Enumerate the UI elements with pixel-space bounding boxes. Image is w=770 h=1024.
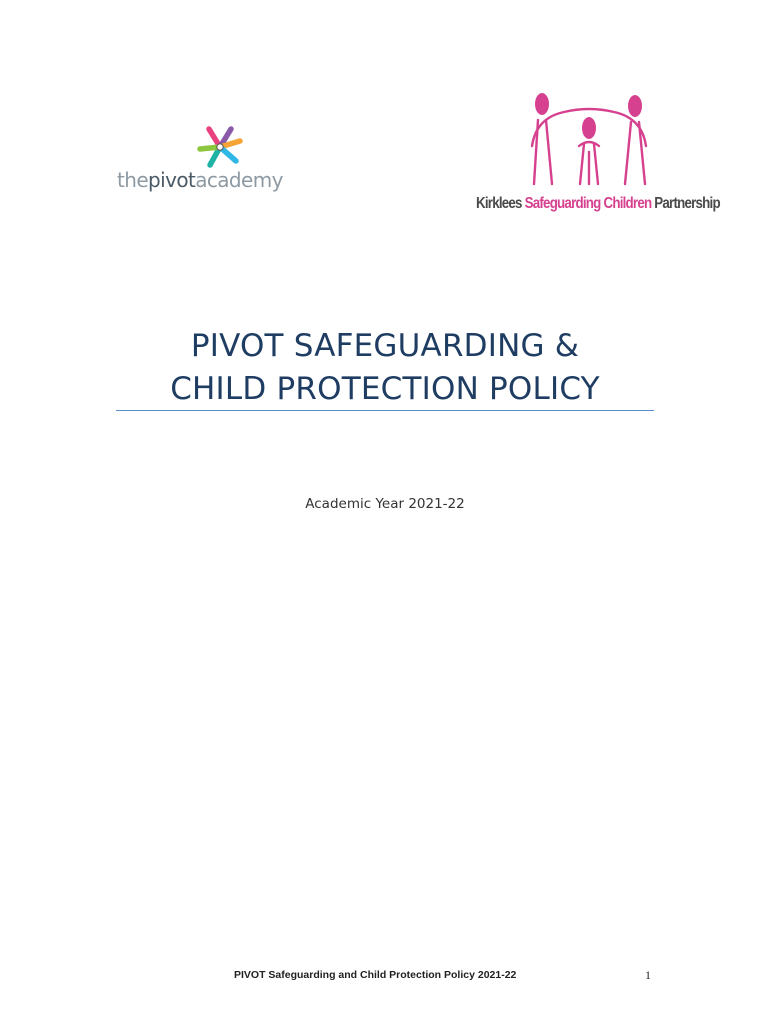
academic-year-subtitle: Academic Year 2021-22 — [305, 496, 465, 512]
kirklees-word-partnership: Partnership — [654, 195, 720, 212]
kirklees-word-safeguarding: Safeguarding — [524, 195, 601, 212]
footer-text: PIVOT Safeguarding and Child Protection Policy 2021-22 — [234, 969, 517, 981]
title-line-2: CHILD PROTECTION POLICY — [170, 371, 600, 407]
pivot-word-academy: academy — [195, 168, 283, 192]
pivot-star-icon — [195, 124, 245, 170]
three-figures-icon — [524, 88, 654, 188]
title-line-1: PIVOT SAFEGUARDING & — [190, 328, 580, 364]
pivot-word-the: the — [117, 168, 149, 192]
kirklees-word-children: Children — [603, 195, 652, 212]
pivot-academy-logo — [117, 124, 317, 196]
pivot-wordmark — [117, 168, 283, 192]
page-number: 1 — [645, 968, 651, 982]
kirklees-word-kirklees: Kirklees — [476, 195, 522, 212]
kirklees-logo — [476, 88, 720, 223]
title-underline-rule — [116, 410, 654, 411]
pivot-word-pivot: pivot — [148, 168, 196, 192]
document-title — [116, 325, 654, 411]
kirklees-wordmark — [476, 194, 720, 214]
